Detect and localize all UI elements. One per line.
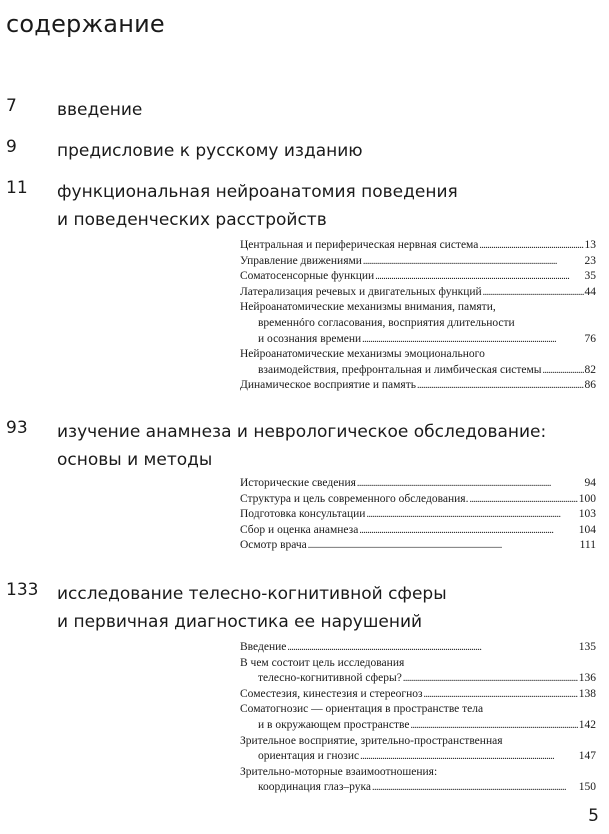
toc-entry[interactable] — [240, 476, 596, 492]
chapter-title-line: исследование телесно-когнитивной сферы — [57, 584, 447, 604]
toc-entry-text: взаимодействия, префронтальная и лимбическая системы — [258, 363, 542, 376]
toc-entry-page: 94 — [584, 477, 596, 489]
dot-leader — [483, 285, 584, 301]
toc-entry-page: 138 — [578, 687, 596, 700]
toc-entry-text: Латерализация речевых и двигательных функций — [240, 285, 482, 298]
toc-entry-line — [240, 718, 596, 734]
page-number: 5 — [588, 806, 599, 826]
dot-leader — [403, 671, 578, 687]
toc-entry-line — [240, 538, 596, 554]
toc-entry-text: Соместезия, кинестезия и стереогноз — [240, 687, 423, 700]
toc-entry-page: 135 — [578, 641, 596, 653]
chapter-title — [57, 96, 602, 124]
toc-entry[interactable] — [240, 254, 596, 270]
toc-entry-page: 142 — [578, 718, 596, 731]
chapter-title-line: и поведенческих расстройств — [57, 210, 327, 230]
dot-leader — [287, 640, 577, 656]
chapter-page-number: 93 — [6, 418, 28, 438]
toc-entry[interactable] — [240, 300, 596, 347]
toc-entry-line — [240, 316, 596, 332]
dot-leader — [375, 269, 583, 285]
toc-entry-text: Динамическое восприятие и память — [240, 379, 416, 392]
toc-entry-text: Нейроанатомические механизмы внимания, памяти, — [240, 301, 496, 314]
toc-entry-line — [240, 523, 596, 539]
dot-leader — [372, 780, 578, 796]
toc-entry[interactable] — [240, 687, 596, 703]
toc-entry-line — [240, 507, 596, 523]
toc-entry-text: Соматосенсорные функции — [240, 270, 375, 283]
toc-entry-line — [240, 734, 596, 750]
toc-entry-page: 23 — [584, 254, 596, 267]
toc-entry-text: и осознания времени — [258, 332, 362, 345]
toc-entry[interactable] — [240, 765, 596, 796]
toc-entry-page: 13 — [584, 239, 596, 251]
toc-entry-text: телесно-когнитивной сферы? — [258, 672, 402, 685]
section-list — [240, 238, 596, 394]
toc-entry[interactable] — [240, 269, 596, 285]
toc-entry[interactable] — [240, 702, 596, 733]
chapter-title-line: и первичная диагностика ее нарушений — [57, 612, 423, 632]
toc-entry-page: 35 — [584, 270, 596, 283]
section-list — [240, 476, 596, 554]
toc-entry[interactable] — [240, 538, 596, 554]
toc-entry-line — [240, 749, 596, 765]
toc-entry-page: 104 — [578, 523, 596, 536]
toc-entry-text: Центральная и периферическая нервная система — [240, 239, 479, 251]
chapter-title-line: изучение анамнеза и неврологическое обследование: — [57, 422, 547, 442]
toc-entry-line — [240, 656, 596, 672]
toc-entry-page: 150 — [578, 781, 596, 794]
toc-entry[interactable] — [240, 507, 596, 523]
dot-leader — [469, 492, 577, 508]
toc-entry-text: координация глаз–рука — [258, 781, 371, 794]
toc-entry-page: 82 — [584, 363, 596, 376]
toc-entry-page: 44 — [584, 285, 596, 298]
dot-leader — [359, 523, 577, 539]
toc-entry-text: Исторические сведения — [240, 477, 356, 489]
toc-entry-text: В чем состоит цель исследования — [240, 656, 405, 669]
toc-entry-line — [240, 640, 596, 656]
toc-entry-page: 111 — [579, 539, 596, 552]
toc-entry-line — [240, 238, 596, 254]
toc-entry-page: 136 — [578, 672, 596, 685]
dot-leader — [543, 363, 584, 379]
chapter-page-number: 7 — [6, 96, 17, 116]
toc-entry-text: Зрительное восприятие, зрительно-пространственная — [240, 734, 503, 747]
toc-entry[interactable] — [240, 656, 596, 687]
toc-entry-line — [240, 780, 596, 796]
toc-entry[interactable] — [240, 378, 596, 394]
toc-entry-page: 100 — [578, 492, 596, 505]
toc-entry-line — [240, 492, 596, 508]
chapter-title-line: основы и методы — [57, 450, 213, 470]
toc-entry-page: 86 — [584, 379, 596, 392]
chapter-page-number: 11 — [6, 178, 28, 198]
toc-entry-text: временнóго согласования, восприятия длительности — [258, 316, 515, 329]
chapter-title-line: введение — [57, 100, 143, 120]
toc-entry-line — [240, 687, 596, 703]
toc-entry-text: Управление движениями — [240, 254, 362, 267]
toc-entry-line — [240, 476, 596, 492]
section-list — [240, 640, 596, 796]
dot-leader — [308, 538, 579, 554]
chapter-title — [57, 580, 602, 636]
toc-entry[interactable] — [240, 734, 596, 765]
toc-entry[interactable] — [240, 523, 596, 539]
toc-entry-line — [240, 347, 596, 363]
chapter-title — [57, 418, 602, 474]
toc-entry-page: 103 — [578, 508, 596, 521]
toc-entry-text: Сбор и оценка анамнеза — [240, 523, 359, 536]
toc-entry-text: Соматогнозис — ориентация в пространстве тела — [240, 703, 484, 716]
toc-entry[interactable] — [240, 492, 596, 508]
chapter-title — [57, 137, 602, 165]
chapter-title-line: предисловие к русскому изданию — [57, 141, 363, 161]
toc-entry-text: Нейроанатомические механизмы эмоционального — [240, 348, 485, 361]
toc-entry-page: 76 — [584, 332, 596, 345]
dot-leader — [363, 254, 584, 270]
toc-entry-text: Структура и цель современного обследования. — [240, 492, 469, 505]
toc-entry-line — [240, 300, 596, 316]
toc-entry-page: 147 — [578, 750, 596, 763]
toc-entry-text: Осмотр врача — [240, 539, 307, 552]
chapter-page-number: 9 — [6, 137, 17, 157]
chapter-page-number: 133 — [6, 580, 39, 600]
dot-leader — [362, 332, 583, 348]
toc-entry-line — [240, 671, 596, 687]
toc-entry-line — [240, 254, 596, 270]
dot-leader — [424, 687, 578, 703]
dot-leader — [360, 749, 578, 765]
toc-entry-line — [240, 702, 596, 718]
dot-leader — [479, 238, 583, 254]
toc-entry[interactable] — [240, 285, 596, 301]
toc-entry-text: Подготовка консультации — [240, 508, 366, 521]
toc-entry-line — [240, 765, 596, 781]
toc-entry-text: и в окружающем пространстве — [258, 718, 410, 731]
toc-entry-line — [240, 269, 596, 285]
toc-entry-text: Зрительно-моторные взаимоотношения: — [240, 765, 438, 778]
toc-entry[interactable] — [240, 640, 596, 656]
toc-entry-line — [240, 332, 596, 348]
toc-title: содержание — [6, 10, 165, 38]
dot-leader — [417, 378, 584, 394]
toc-entry-line — [240, 285, 596, 301]
dot-leader — [357, 476, 584, 492]
toc-entry-line — [240, 363, 596, 379]
toc-entry-text: ориентация и гнозис — [258, 750, 360, 763]
toc-entry-line — [240, 378, 596, 394]
chapter-title-line: функциональная нейроанатомия поведения — [57, 182, 458, 202]
toc-entry[interactable] — [240, 238, 596, 254]
chapter-title — [57, 178, 602, 234]
toc-entry[interactable] — [240, 347, 596, 378]
dot-leader — [366, 507, 577, 523]
dot-leader — [410, 718, 577, 734]
toc-entry-text: Введение — [240, 641, 287, 653]
